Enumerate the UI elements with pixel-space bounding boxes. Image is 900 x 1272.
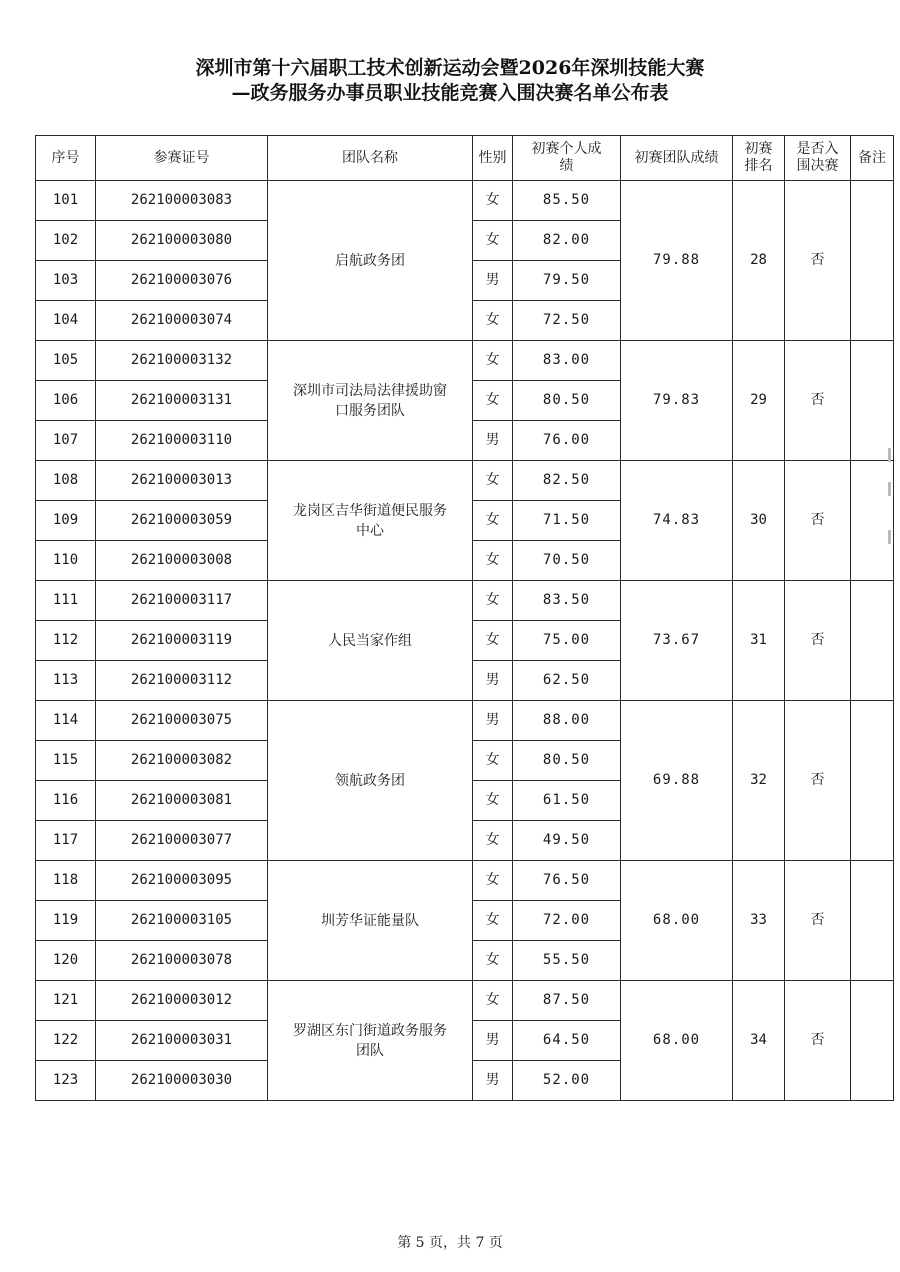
seq-cell: 115 xyxy=(36,741,96,781)
gender-cell: 女 xyxy=(473,341,513,381)
final-cell: 否 xyxy=(785,981,851,1101)
cert-cell: 262100003077 xyxy=(96,821,268,861)
rank-cell: 30 xyxy=(733,461,785,581)
header-final xyxy=(785,136,851,181)
cert-cell: 262100003083 xyxy=(96,181,268,221)
seq-cell: 118 xyxy=(36,861,96,901)
cert-cell: 262100003117 xyxy=(96,581,268,621)
score-cell: 79.50 xyxy=(513,261,621,301)
header-rank-line1: 初赛 xyxy=(744,141,773,157)
team-name-line1: 领航政务团 xyxy=(335,772,405,789)
header-rank xyxy=(733,136,785,181)
scan-mark xyxy=(888,530,891,544)
table-header-row xyxy=(36,136,894,181)
header-gender: 性别 xyxy=(473,136,513,181)
score-cell: 87.50 xyxy=(513,981,621,1021)
remark-cell xyxy=(851,181,894,341)
gender-cell: 男 xyxy=(473,1021,513,1061)
rank-cell: 31 xyxy=(733,581,785,701)
final-cell: 否 xyxy=(785,341,851,461)
table-row xyxy=(36,461,894,501)
team-name-line1: 龙岗区吉华街道便民服务 xyxy=(293,502,447,519)
seq-cell: 111 xyxy=(36,581,96,621)
remark-cell xyxy=(851,341,894,461)
team-score-cell: 74.83 xyxy=(621,461,733,581)
score-cell: 82.50 xyxy=(513,461,621,501)
rank-cell: 32 xyxy=(733,701,785,861)
team-score-cell: 73.67 xyxy=(621,581,733,701)
team-score-cell: 79.88 xyxy=(621,181,733,341)
team-name-line2: 中心 xyxy=(356,522,384,539)
gender-cell: 女 xyxy=(473,181,513,221)
gender-cell: 女 xyxy=(473,581,513,621)
scan-mark xyxy=(888,482,891,496)
final-cell: 否 xyxy=(785,861,851,981)
cert-cell: 262100003030 xyxy=(96,1061,268,1101)
header-cert: 参赛证号 xyxy=(96,136,268,181)
document-title-line1: 深圳市第十六届职工技术创新运动会暨2026年深圳技能大赛 xyxy=(195,57,705,79)
score-cell: 72.50 xyxy=(513,301,621,341)
gender-cell: 女 xyxy=(473,541,513,581)
gender-cell: 男 xyxy=(473,701,513,741)
final-cell: 否 xyxy=(785,701,851,861)
gender-cell: 男 xyxy=(473,661,513,701)
cert-cell: 262100003008 xyxy=(96,541,268,581)
table-row xyxy=(36,341,894,381)
score-cell: 64.50 xyxy=(513,1021,621,1061)
gender-cell: 女 xyxy=(473,861,513,901)
team-name-cell xyxy=(268,461,473,581)
cert-cell: 262100003012 xyxy=(96,981,268,1021)
gender-cell: 女 xyxy=(473,301,513,341)
final-cell: 否 xyxy=(785,181,851,341)
cert-cell: 262100003075 xyxy=(96,701,268,741)
cert-cell: 262100003131 xyxy=(96,381,268,421)
rank-cell: 33 xyxy=(733,861,785,981)
score-cell: 49.50 xyxy=(513,821,621,861)
seq-cell: 120 xyxy=(36,941,96,981)
score-cell: 83.00 xyxy=(513,341,621,381)
score-cell: 71.50 xyxy=(513,501,621,541)
score-cell: 55.50 xyxy=(513,941,621,981)
table-row xyxy=(36,701,894,741)
team-score-cell: 68.00 xyxy=(621,981,733,1101)
header-score-line2: 绩 xyxy=(559,158,574,174)
seq-cell: 112 xyxy=(36,621,96,661)
cert-cell: 262100003076 xyxy=(96,261,268,301)
page-footer: 第 5 页，共 7 页 xyxy=(397,1235,503,1251)
header-team-score: 初赛团队成绩 xyxy=(621,136,733,181)
seq-cell: 107 xyxy=(36,421,96,461)
gender-cell: 女 xyxy=(473,741,513,781)
team-name-line1: 深圳市司法局法律援助窗 xyxy=(293,382,447,399)
team-name-line1: 人民当家作组 xyxy=(328,632,412,649)
cert-cell: 262100003110 xyxy=(96,421,268,461)
cert-cell: 262100003095 xyxy=(96,861,268,901)
score-cell: 82.00 xyxy=(513,221,621,261)
seq-cell: 110 xyxy=(36,541,96,581)
rank-cell: 34 xyxy=(733,981,785,1101)
seq-cell: 121 xyxy=(36,981,96,1021)
cert-cell: 262100003105 xyxy=(96,901,268,941)
team-name-line1: 圳芳华证能量队 xyxy=(321,912,419,929)
score-cell: 52.00 xyxy=(513,1061,621,1101)
remark-cell xyxy=(851,461,894,581)
table-row xyxy=(36,181,894,221)
seq-cell: 116 xyxy=(36,781,96,821)
score-cell: 83.50 xyxy=(513,581,621,621)
gender-cell: 女 xyxy=(473,501,513,541)
seq-cell: 104 xyxy=(36,301,96,341)
score-cell: 72.00 xyxy=(513,901,621,941)
gender-cell: 女 xyxy=(473,901,513,941)
cert-cell: 262100003078 xyxy=(96,941,268,981)
team-score-cell: 69.88 xyxy=(621,701,733,861)
team-name-cell xyxy=(268,861,473,981)
seq-cell: 123 xyxy=(36,1061,96,1101)
score-cell: 76.00 xyxy=(513,421,621,461)
header-score xyxy=(513,136,621,181)
rank-cell: 29 xyxy=(733,341,785,461)
gender-cell: 男 xyxy=(473,261,513,301)
gender-cell: 女 xyxy=(473,221,513,261)
cert-cell: 262100003013 xyxy=(96,461,268,501)
cert-cell: 262100003112 xyxy=(96,661,268,701)
rank-cell: 28 xyxy=(733,181,785,341)
cert-cell: 262100003031 xyxy=(96,1021,268,1061)
table-row xyxy=(36,861,894,901)
header-seq: 序号 xyxy=(36,136,96,181)
score-cell: 80.50 xyxy=(513,741,621,781)
team-name-cell xyxy=(268,181,473,341)
team-name-line2: 团队 xyxy=(356,1042,384,1059)
seq-cell: 106 xyxy=(36,381,96,421)
header-team: 团队名称 xyxy=(268,136,473,181)
gender-cell: 女 xyxy=(473,781,513,821)
cert-cell: 262100003119 xyxy=(96,621,268,661)
gender-cell: 男 xyxy=(473,1061,513,1101)
cert-cell: 262100003074 xyxy=(96,301,268,341)
team-name-cell xyxy=(268,341,473,461)
score-cell: 70.50 xyxy=(513,541,621,581)
seq-cell: 119 xyxy=(36,901,96,941)
header-final-line2: 围决赛 xyxy=(796,158,839,174)
header-score-line1: 初赛个人成 xyxy=(531,141,602,157)
results-table xyxy=(35,135,894,1101)
seq-cell: 102 xyxy=(36,221,96,261)
table-body xyxy=(36,181,894,1101)
seq-cell: 114 xyxy=(36,701,96,741)
gender-cell: 女 xyxy=(473,981,513,1021)
final-cell: 否 xyxy=(785,461,851,581)
gender-cell: 女 xyxy=(473,621,513,661)
seq-cell: 113 xyxy=(36,661,96,701)
gender-cell: 女 xyxy=(473,381,513,421)
gender-cell: 女 xyxy=(473,461,513,501)
header-remark: 备注 xyxy=(851,136,894,181)
cert-cell: 262100003080 xyxy=(96,221,268,261)
final-cell: 否 xyxy=(785,581,851,701)
score-cell: 88.00 xyxy=(513,701,621,741)
cert-cell: 262100003082 xyxy=(96,741,268,781)
score-cell: 75.00 xyxy=(513,621,621,661)
team-name-cell xyxy=(268,701,473,861)
team-name-line2: 口服务团队 xyxy=(335,402,405,419)
remark-cell xyxy=(851,861,894,981)
score-cell: 76.50 xyxy=(513,861,621,901)
team-name-cell xyxy=(268,981,473,1101)
score-cell: 80.50 xyxy=(513,381,621,421)
remark-cell xyxy=(851,581,894,701)
gender-cell: 女 xyxy=(473,821,513,861)
header-final-line1: 是否入 xyxy=(796,141,839,157)
cert-cell: 262100003059 xyxy=(96,501,268,541)
table-row xyxy=(36,581,894,621)
table-row xyxy=(36,981,894,1021)
team-name-line1: 启航政务团 xyxy=(335,252,405,269)
seq-cell: 103 xyxy=(36,261,96,301)
remark-cell xyxy=(851,701,894,861)
cert-cell: 262100003132 xyxy=(96,341,268,381)
seq-cell: 109 xyxy=(36,501,96,541)
gender-cell: 女 xyxy=(473,941,513,981)
score-cell: 61.50 xyxy=(513,781,621,821)
seq-cell: 105 xyxy=(36,341,96,381)
seq-cell: 101 xyxy=(36,181,96,221)
seq-cell: 122 xyxy=(36,1021,96,1061)
seq-cell: 117 xyxy=(36,821,96,861)
seq-cell: 108 xyxy=(36,461,96,501)
header-rank-line2: 排名 xyxy=(744,158,773,174)
gender-cell: 男 xyxy=(473,421,513,461)
document-title-line2: —政务服务办事员职业技能竞赛入围决赛名单公布表 xyxy=(231,82,669,104)
remark-cell xyxy=(851,981,894,1101)
team-score-cell: 79.83 xyxy=(621,341,733,461)
cert-cell: 262100003081 xyxy=(96,781,268,821)
team-name-cell xyxy=(268,581,473,701)
score-cell: 62.50 xyxy=(513,661,621,701)
scan-mark xyxy=(888,448,891,462)
team-name-line1: 罗湖区东门街道政务服务 xyxy=(293,1022,447,1039)
score-cell: 85.50 xyxy=(513,181,621,221)
team-score-cell: 68.00 xyxy=(621,861,733,981)
